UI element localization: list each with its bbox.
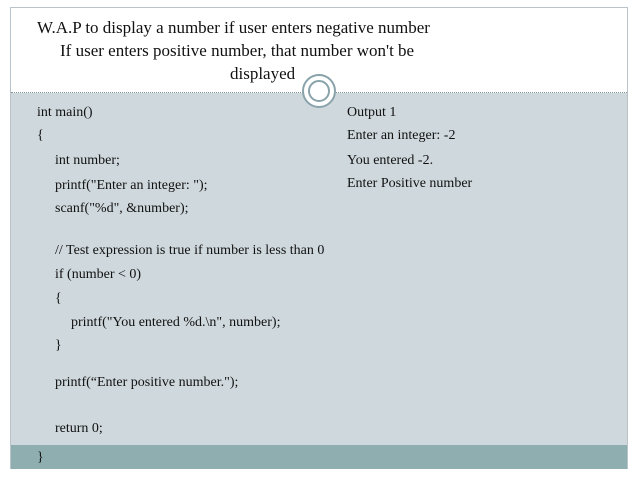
title-line-2: If user enters positive number, that number won't be [60, 41, 415, 60]
code-line: printf("You entered %d.\n", number); [71, 315, 281, 330]
title-line-3: displayed [230, 64, 296, 83]
code-line: { [55, 291, 62, 306]
code-line: } [37, 450, 44, 465]
code-line: // Test expression is true if number is less than 0 [55, 243, 325, 258]
decorative-ring-icon [302, 74, 336, 108]
code-line: printf(“Enter positive number."); [55, 375, 239, 390]
title-line-1: W.A.P to display a number if user enters negative number [37, 18, 430, 37]
output-line: Enter an integer: -2 [347, 128, 456, 143]
output-line: Enter Positive number [347, 176, 473, 191]
code-line: return 0; [55, 421, 103, 436]
ring-inner-icon [308, 80, 330, 102]
code-line: } [55, 338, 62, 353]
code-line: int main() [37, 105, 93, 120]
code-line: printf("Enter an integer: "); [55, 178, 208, 193]
footer-band [11, 445, 627, 469]
content-area [11, 93, 627, 445]
output-line: You entered -2. [347, 153, 434, 168]
code-line: if (number < 0) [55, 267, 142, 282]
code-line: { [37, 128, 44, 143]
slide [10, 7, 628, 469]
code-line: int number; [55, 153, 120, 168]
code-line: scanf("%d", &number); [55, 201, 189, 216]
output-heading: Output 1 [347, 105, 397, 120]
